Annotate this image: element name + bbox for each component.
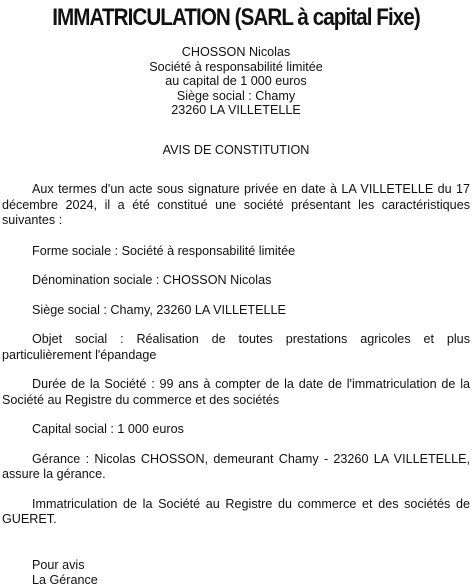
company-seat: Siège social : Chamy xyxy=(176,88,296,103)
company-city: 23260 LA VILLETELLE xyxy=(171,103,301,117)
company-name-paragraph: Dénomination sociale : CHOSSON Nicolas xyxy=(32,273,272,287)
notice-heading: AVIS DE CONSTITUTION xyxy=(162,142,310,157)
company-block xyxy=(2,45,470,118)
registration-paragraph: Immatriculation de la Société au Registre du commerce et des sociétés de GUERET. xyxy=(2,496,470,526)
signoff-block xyxy=(2,558,470,588)
duration-paragraph: Durée de la Société : 99 ans à compter de la date de l'immatriculation de la Société au Registre du commerce et des sociétés xyxy=(2,377,470,407)
management-paragraph: Gérance : Nicolas CHOSSON, demeurant Chamy - 23260 LA VILLETELLE, assure la gérance. xyxy=(2,451,470,481)
share-capital-paragraph: Capital social : 1 000 euros xyxy=(32,422,184,436)
signoff-signatory: La Gérance xyxy=(32,572,98,587)
notice-title: IMMATRICULATION (SARL à capital Fixe) xyxy=(52,4,420,31)
registered-office-paragraph: Siège social : Chamy, 23260 LA VILLETELLE xyxy=(32,302,286,317)
intro-paragraph: Aux termes d'un acte sous signature privée en date à LA VILLETELLE du 17 décembre 2024, il a été constitué une société présentant les caractéristiques suivantes : xyxy=(2,182,470,227)
company-name: CHOSSON Nicolas xyxy=(181,45,291,59)
corporate-purpose-paragraph: Objet social : Réalisation de toutes prestations agricoles et plus particulièrement l'épandage xyxy=(2,332,470,362)
notice-body xyxy=(2,182,470,528)
company-capital: au capital de 1 000 euros xyxy=(165,74,307,88)
signoff-line: Pour avis xyxy=(32,557,85,572)
legal-form-paragraph: Forme sociale : Société à responsabilité limitée xyxy=(32,243,296,258)
company-form: Société à responsabilité limitée xyxy=(149,59,323,74)
